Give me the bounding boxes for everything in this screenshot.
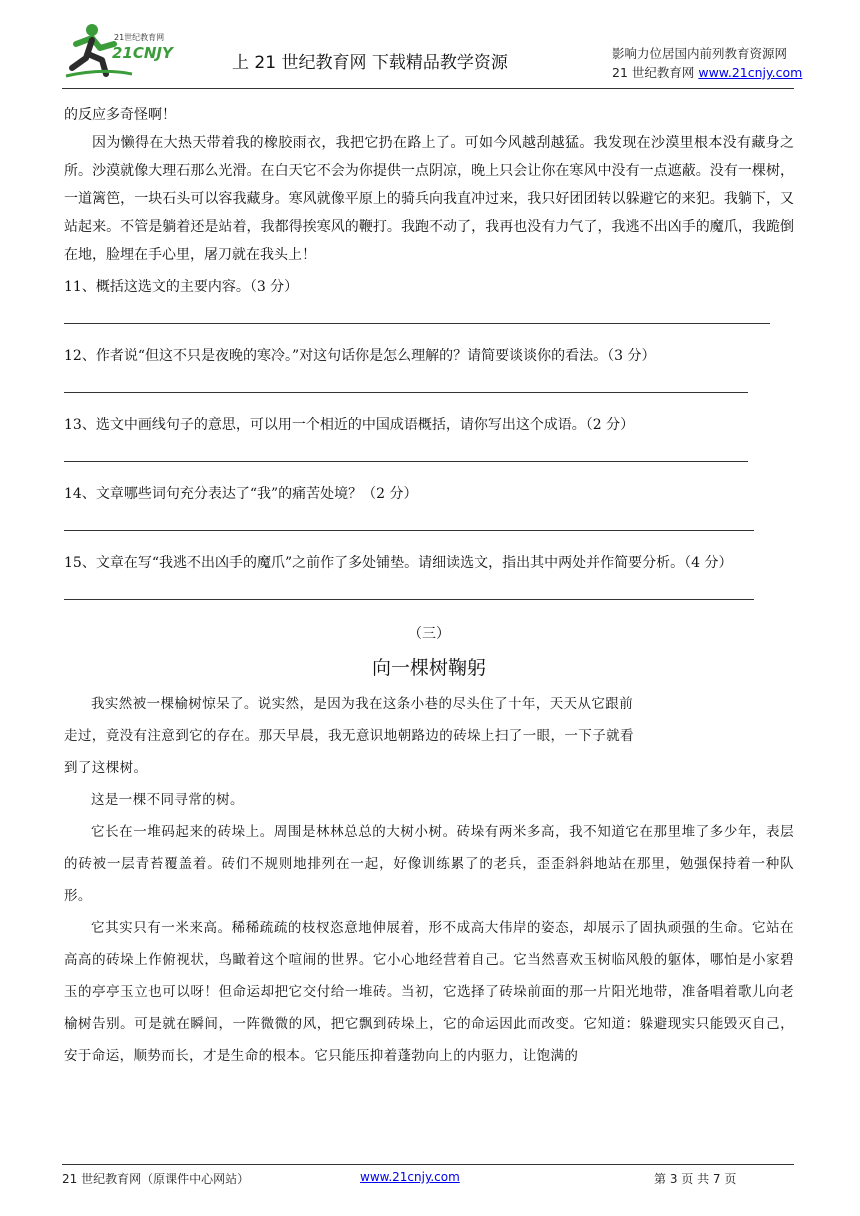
header-right-info: [612, 44, 802, 82]
site-logo[interactable]: [62, 18, 180, 80]
question-14: 14、文章哪些词句充分表达了“我”的痛苦处境？（2 分）: [64, 486, 418, 502]
answer-line: [64, 392, 748, 393]
question-12: 12、作者说“但这不只是夜晚的寒冷。”对这句话你是怎么理解的？请简要谈谈你的看法。（3 分）: [64, 348, 656, 364]
article-paragraph: 它长在一堆码起来的砖垛上。周围是林林总总的大树小树。砖垛有两米多高，我不知道它在那里堆了多少年，表层的砖被一层青苔覆盖着。砖们不规则地排列在一起，好像训练累了的老兵，歪歪斜斜地站在那里，勉强保持着一种队形。: [64, 824, 794, 904]
article-line: 走过，竟没有注意到它的存在。那天早晨，我无意识地朝路边的砖垛上扫了一眼，一下子就看: [64, 728, 634, 744]
answer-line: [64, 599, 754, 600]
answer-line: [64, 461, 748, 462]
article-paragraph: 它其实只有一米来高。稀稀疏疏的枝杈恣意地伸展着，形不成高大伟岸的姿态，却展示了固执顽强的生命。它站在高高的砖垛上作俯视状，鸟瞰着这个喧闹的世界。它小心地经营着自己。它当然喜欢玉树临风般的躯体，哪怕是小家碧玉的亭亭玉立也可以呀！但命运却把它交付给一堆砖。当初，它选择了砖垛前面的那一片阳光地带，准备唱着歌儿向老榆树告别。可是就在瞬间，一阵微微的风，把它飘到砖垛上，它的命运因此而改变。它知道：躲避现实只能毁灭自己，安于命运，顺势而长，才是生命的根本。它只能压抑着蓬勃向上的内驱力，让饱满的: [64, 920, 794, 1064]
header-site-name: 21 世纪教育网: [612, 65, 699, 80]
article-title: 向一棵树鞠躬: [371, 657, 486, 679]
header-divider: [62, 88, 794, 89]
page-header: [0, 0, 860, 92]
footer-page-number: 第 3 页 共 7 页: [654, 1172, 737, 1186]
answer-line: [64, 530, 754, 531]
passage-paragraph: 的反应多奇怪啊！: [64, 107, 176, 123]
answer-line: [64, 323, 770, 324]
header-slogan: 影响力位居国内前列教育资源网: [612, 46, 788, 61]
header-site-link[interactable]: www.21cnjy.com: [698, 65, 803, 80]
logo-text-bottom: 21CNJY: [112, 44, 173, 62]
section-label: （三）: [408, 626, 450, 642]
article-body: [64, 688, 794, 1072]
logo-text-top: 21世纪教育网: [114, 33, 165, 42]
article-line: 到了这棵树。: [64, 760, 148, 776]
article-paragraph: 这是一棵不同寻常的树。: [91, 792, 244, 808]
page-content: [64, 101, 794, 1072]
question-13: 13、选文中画线句子的意思，可以用一个相近的中国成语概括，请你写出这个成语。（2 分）: [64, 417, 635, 433]
question-15: 15、文章在写“我逃不出凶手的魔爪”之前作了多处铺垫。请细读选文，指出其中两处并作简要分析。（4 分）: [64, 555, 733, 571]
passage-paragraph: 因为懒得在大热天带着我的橡胶雨衣，我把它扔在路上了。可如今风越刮越猛。我发现在沙漠里根本没有藏身之所。沙漠就像大理石那么光滑。在白天它不会为你提供一点阴凉，晚上只会让你在寒风中没有一点遮蔽。没有一棵树，一道篱笆，一块石头可以容我藏身。寒风就像平原上的骑兵向我直冲过来，我只好团团转以躲避它的来犯。我躺下，又站起来。不管是躺着还是站着，我都得挨寒风的鞭打。我跑不动了，我再也没有力气了，我逃不出凶手的魔爪，我跪倒在地，脸埋在手心里，屠刀就在我头上！: [64, 135, 794, 263]
footer-center: [360, 1170, 460, 1184]
footer-divider: [62, 1164, 794, 1165]
article-line: 我实然被一棵榆树惊呆了。说实然，是因为我在这条小巷的尽头住了十年，天天从它跟前: [91, 696, 634, 712]
header-site-line: [612, 63, 802, 82]
question-11: 11、概括这选文的主要内容。（3 分）: [64, 279, 299, 295]
header-title: 上 21 世纪教育网 下载精品教学资源: [232, 53, 508, 73]
footer-site-link[interactable]: www.21cnjy.com: [360, 1170, 460, 1184]
footer-left: 21 世纪教育网（原课件中心网站）: [62, 1172, 250, 1186]
